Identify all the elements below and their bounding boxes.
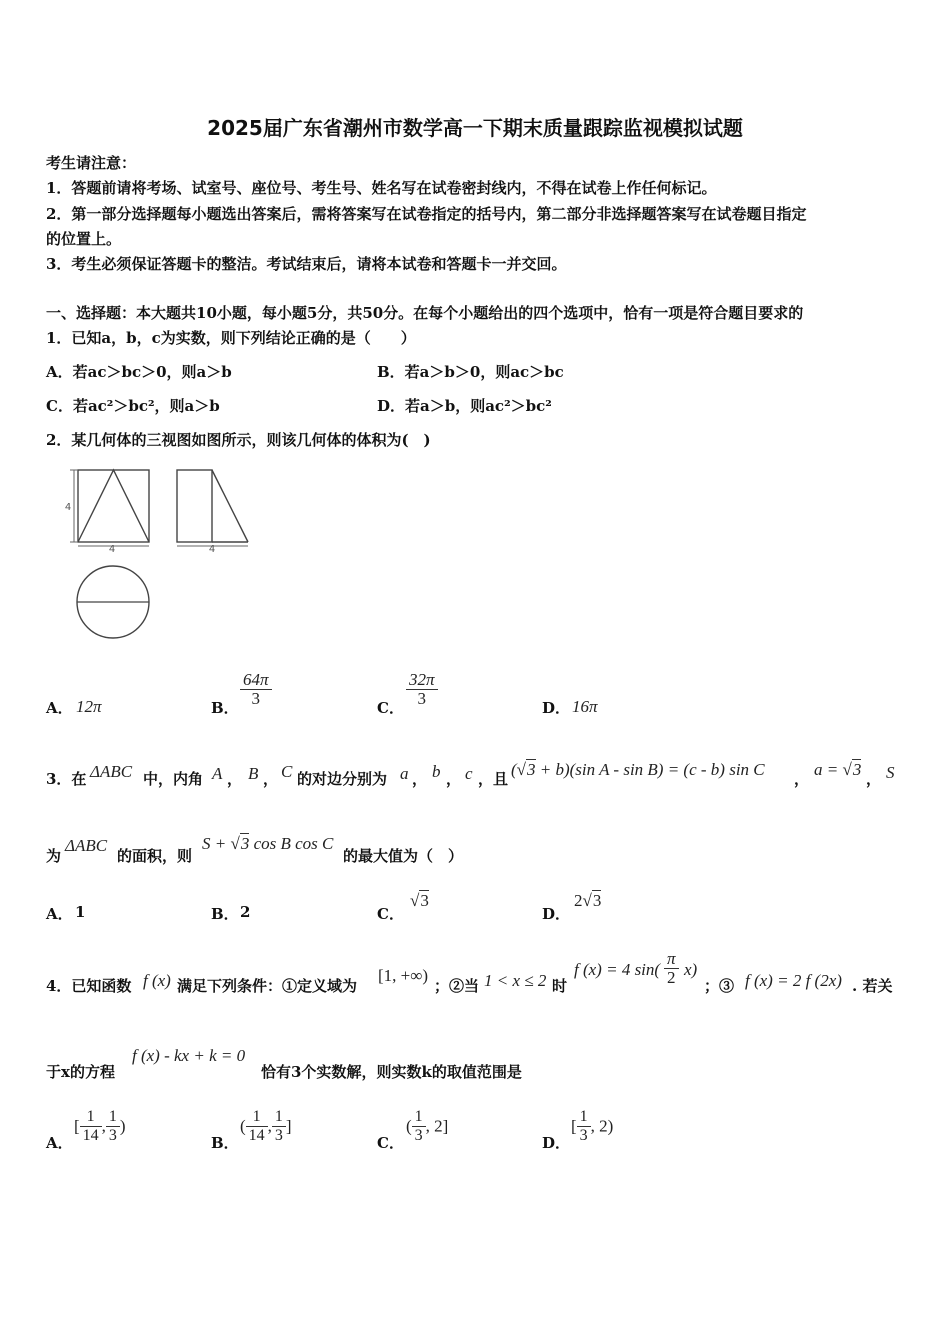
q1-option-c: C．若ac²＞bc²，则a＞b <box>46 397 220 415</box>
q3-side-a: a <box>400 764 409 783</box>
q4-option-b-num-2: 1 <box>272 1108 286 1127</box>
q3-option-d-value: 2√3 <box>574 891 602 910</box>
q4-option-b-den-1: 14 <box>248 1127 265 1144</box>
q4-option-d-tail: , 2) <box>590 1116 614 1136</box>
q3-side-b: b <box>432 762 441 781</box>
q1-option-a: A．若ac＞bc＞0，则a＞b <box>46 363 232 381</box>
q4-option-b-comma: , <box>267 1116 272 1136</box>
q4-option-b-label: B． <box>211 1134 239 1152</box>
q4-option-a-num-2: 1 <box>106 1108 120 1127</box>
q3-option-d-radicand: 3 <box>592 891 602 910</box>
q2-option-a-label: A． <box>46 699 73 717</box>
q3-option-c-value: √3 <box>410 891 429 910</box>
q1-option-b: B．若a＞b＞0，则ac＞bc <box>377 363 564 381</box>
q4-number: 4．已知函数 <box>46 977 132 995</box>
q1-stem: 1．已知a，b，c为实数，则下列结论正确的是（ ） <box>46 329 416 347</box>
q3-qie: ，且 <box>478 770 509 788</box>
q4-option-c-den: 3 <box>414 1127 423 1144</box>
q4-range: 1 < x ≤ 2 <box>484 971 547 990</box>
q4-rest: 恰有3个实数解，则实数k的取值范围是 <box>261 1063 522 1081</box>
q3-number: 3．在 <box>46 770 87 788</box>
q3-eq-radicand: 3 <box>527 760 536 779</box>
q4-option-b-frac-1 <box>246 1108 268 1145</box>
q3-expr-post: cos B cos C <box>249 834 334 853</box>
q4-option-a-frac-2 <box>106 1108 120 1145</box>
notice-heading: 考生请注意： <box>46 154 137 172</box>
q4-option-b-num-1: 1 <box>246 1108 268 1127</box>
q3-area-s: S <box>886 763 895 782</box>
q3-expr-radicand: 3 <box>240 834 250 853</box>
q4-option-b-value <box>240 1108 292 1145</box>
q4-option-c-open: ( <box>406 1116 412 1136</box>
height-dim-label: 4 <box>64 502 72 513</box>
q2-option-b-fraction <box>240 671 272 708</box>
width-dim-label-2: 4 <box>208 544 216 555</box>
q4-option-a-den-2: 3 <box>108 1127 117 1144</box>
q3-wei: 为 <box>46 847 62 865</box>
q3-angle-a: A <box>212 764 223 783</box>
q4-shi: 时 <box>552 977 568 995</box>
q3-angle-c: C <box>281 762 293 781</box>
q2-stem: 2．某几何体的三视图如图所示，则该几何体的体积为( ) <box>46 431 431 449</box>
q3-eq-post: + b)(sin A - sin B) = (c - b) sin C <box>535 760 765 779</box>
front-view-square <box>78 470 149 542</box>
q3-option-c-label: C． <box>377 905 404 923</box>
q4-tiao3: ；③ <box>704 977 735 995</box>
q3-comma-3: ， <box>866 770 882 788</box>
q4-domain: [1, +∞) <box>378 966 429 985</box>
q4-option-c-frac <box>412 1108 426 1145</box>
q2-option-c-label: C． <box>377 699 404 717</box>
q4-option-c-value <box>406 1108 448 1145</box>
q3-zhong: 中，内角 <box>143 770 204 788</box>
q4-option-d-den: 3 <box>579 1127 588 1144</box>
q3-zuida: 的最大值为（ ） <box>343 847 464 865</box>
q4-option-c-tail: , 2] <box>425 1116 449 1136</box>
q4-option-b-close: ] <box>285 1116 292 1136</box>
q4-option-c-num: 1 <box>412 1108 426 1127</box>
q4-option-a-num-1: 1 <box>80 1108 102 1127</box>
q4-tiao2: ；②当 <box>434 977 480 995</box>
q2-option-d-value: 16π <box>572 697 598 716</box>
q4-f-def-den: 2 <box>667 968 676 987</box>
q2-option-b-label: B． <box>211 699 239 717</box>
q4-option-b-den-2: 3 <box>274 1127 283 1144</box>
q4-yu: 于x的方程 <box>46 1063 115 1081</box>
q4-option-d-open: [ <box>571 1116 577 1136</box>
width-dim-label-1: 4 <box>108 544 116 555</box>
q4-option-a-close: ) <box>119 1116 126 1136</box>
q4-option-a-open: [ <box>74 1116 80 1136</box>
q3-mianji: 的面积，则 <box>117 847 193 865</box>
q3-option-a-value: 1 <box>75 903 86 921</box>
q4-option-b-frac-2 <box>272 1108 286 1145</box>
q4-ruoguan: . 若关 <box>852 977 893 995</box>
q3-expression: S + √3 cos B cos C <box>202 834 334 853</box>
q2-option-b-num: 64π <box>240 671 272 690</box>
q4-option-b-open: ( <box>240 1116 246 1136</box>
q4-option-d-frac <box>577 1108 591 1145</box>
q3-option-d-coef: 2 <box>574 891 583 910</box>
q2-option-c-den: 3 <box>417 689 427 708</box>
q1-option-d: D．若a＞b，则ac²＞bc² <box>377 397 552 415</box>
q3-option-c-radicand: 3 <box>420 891 429 910</box>
q3-option-a-label: A． <box>46 905 73 923</box>
q2-option-d-label: D． <box>542 699 571 717</box>
q3-equation: (√3 + b)(sin A - sin B) = (c - b) sin C <box>511 760 765 779</box>
q3-expr-pre: S + <box>202 834 231 853</box>
q3-sep-3: ， <box>412 770 428 788</box>
q3-a-condition: a = √3 <box>814 760 862 779</box>
q4-fx: f (x) <box>143 971 171 990</box>
q4-option-a-comma: , <box>101 1116 106 1136</box>
q3-option-b-label: B． <box>211 905 239 923</box>
q3-option-b-value: 2 <box>240 903 251 921</box>
q4-f-def-pre: f (x) = 4 sin( <box>574 960 661 979</box>
front-view-triangle <box>78 470 149 542</box>
notice-item-3: 3．考生必须保证答题卡的整洁。考试结束后，请将本试卷和答题卡一并交回。 <box>46 255 567 273</box>
q4-option-a-frac-1 <box>80 1108 102 1145</box>
q4-f-def-post: x) <box>684 960 698 979</box>
q4-option-d-num: 1 <box>577 1108 591 1127</box>
q2-option-c-num: 32π <box>406 671 438 690</box>
q3-comma-2: ， <box>794 770 810 788</box>
q3-a-cond-radicand: 3 <box>852 760 862 779</box>
q4-manzu: 满足下列条件：①定义域为 <box>177 977 358 995</box>
q3-triangle-2: ΔABC <box>65 836 108 855</box>
q3-duibian: 的对边分别为 <box>297 770 388 788</box>
q4-option-a-label: A． <box>46 1134 73 1152</box>
q4-option-d-label: D． <box>542 1134 571 1152</box>
notice-item-2-cont: 的位置上。 <box>46 230 122 248</box>
q2-option-a-value: 12π <box>76 697 102 716</box>
q2-option-b-den: 3 <box>251 689 261 708</box>
q3-option-d-label: D． <box>542 905 571 923</box>
section-heading: 一、选择题：本大题共10小题，每小题5分，共50分。在每个小题给出的四个选项中，恰有一项是符合题目要求的 <box>46 304 804 322</box>
side-view-rect <box>177 470 212 542</box>
q4-option-d-value <box>571 1108 613 1145</box>
q4-option-a-den-1: 14 <box>82 1127 99 1144</box>
q3-sep-1: ， <box>227 770 243 788</box>
q4-equation: f (x) - kx + k = 0 <box>132 1046 246 1065</box>
q4-relation: f (x) = 2 f (2x) <box>745 971 842 990</box>
three-view-figure <box>48 462 258 642</box>
q3-a-cond-pre: a = <box>814 760 843 779</box>
q3-side-c: c <box>465 764 473 783</box>
q4-option-a-value <box>74 1108 126 1145</box>
q3-eq-pre: ( <box>511 760 517 779</box>
q3-sep-2: ， <box>263 770 279 788</box>
page-title: 2025届广东省潮州市数学高一下期末质量跟踪监视模拟试题 <box>207 116 743 140</box>
notice-item-1: 1．答题前请将考场、试室号、座位号、考生号、姓名写在试卷密封线内，不得在试卷上作任何标记。 <box>46 179 717 197</box>
q2-option-c-fraction <box>406 671 438 708</box>
side-view-slant <box>212 470 248 542</box>
q3-angle-b: B <box>248 764 259 783</box>
q3-sep-4: ， <box>446 770 462 788</box>
notice-item-2: 2．第一部分选择题每小题选出答案后，需将答案写在试卷指定的括号内，第二部分非选择题答案写在试卷题目指定 <box>46 205 807 223</box>
q4-f-def-num: π <box>664 950 679 969</box>
q4-option-c-label: C． <box>377 1134 404 1152</box>
q3-triangle: ΔABC <box>90 762 133 781</box>
q4-f-def-fraction <box>664 950 679 987</box>
